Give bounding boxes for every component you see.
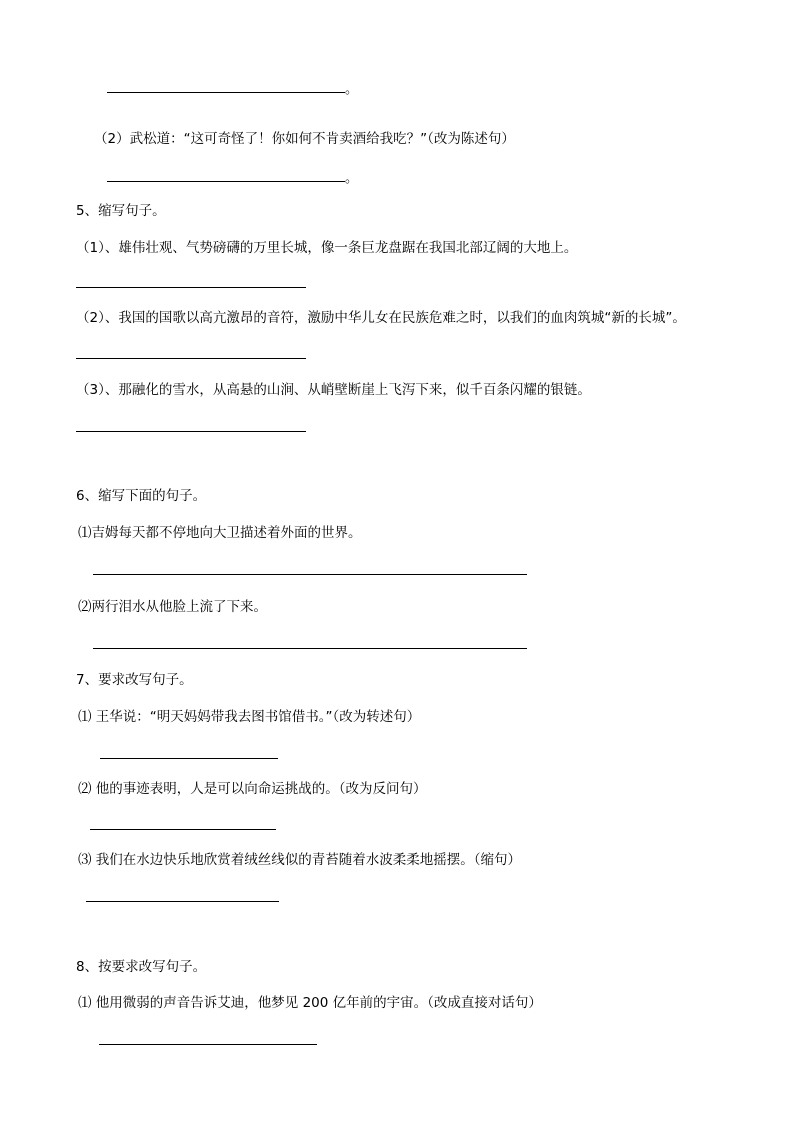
- answer-line-4-1: [107, 92, 345, 93]
- question-8-title: 8、按要求改写句子。: [76, 959, 207, 975]
- answer-line-5-2: [76, 358, 306, 359]
- question-5-3: （3）、那融化的雪水，从高悬的山涧、从峭壁断崖上飞泻下来，似千百条闪耀的银链。: [76, 382, 591, 398]
- question-6-1: ⑴吉姆每天都不停地向大卫描述着外面的世界。: [78, 525, 362, 541]
- answer-line-6-1: [93, 574, 527, 575]
- answer-line-4-2: [107, 181, 345, 182]
- question-8-1: ⑴ 他用微弱的声音告诉艾迪，他梦见 200 亿年前的宇宙。（改成直接对话句）: [78, 995, 542, 1011]
- question-5-title: 5、缩写句子。: [76, 203, 166, 219]
- question-6-2: ⑵两行泪水从他脸上流了下来。: [78, 599, 267, 615]
- question-5-2: （2）、我国的国歌以高亢激昂的音符，激励中华儿女在民族危难之时，以我们的血肉筑城“新的长城”。: [76, 310, 686, 326]
- end-mark: 。: [345, 171, 359, 186]
- question-4-2: （2）武松道：“这可奇怪了！你如何不肯卖酒给我吃？”（改为陈述句）: [94, 131, 515, 147]
- answer-line-8-1: [99, 1044, 317, 1045]
- answer-line-7-1: [100, 758, 278, 759]
- question-7-3: ⑶ 我们在水边快乐地欣赏着绒丝线似的青苔随着水波柔柔地摇摆。（缩句）: [78, 852, 522, 868]
- question-7-1: ⑴ 王华说：“明天妈妈带我去图书馆借书。”（改为转述句）: [78, 709, 421, 725]
- question-7-title: 7、要求改写句子。: [76, 672, 193, 688]
- answer-line-5-1: [76, 287, 306, 288]
- question-5-1: （1）、雄伟壮观、气势磅礴的万里长城，像一条巨龙盘踞在我国北部辽阔的大地上。: [76, 240, 578, 256]
- answer-line-6-2: [93, 648, 527, 649]
- answer-line-7-2: [90, 829, 276, 830]
- question-6-title: 6、缩写下面的句子。: [76, 488, 207, 504]
- question-7-2: ⑵ 他的事迹表明，人是可以向命运挑战的。（改为反问句）: [78, 781, 427, 797]
- answer-line-5-3: [76, 431, 306, 432]
- end-mark: 。: [345, 82, 359, 97]
- answer-line-7-3: [86, 901, 279, 902]
